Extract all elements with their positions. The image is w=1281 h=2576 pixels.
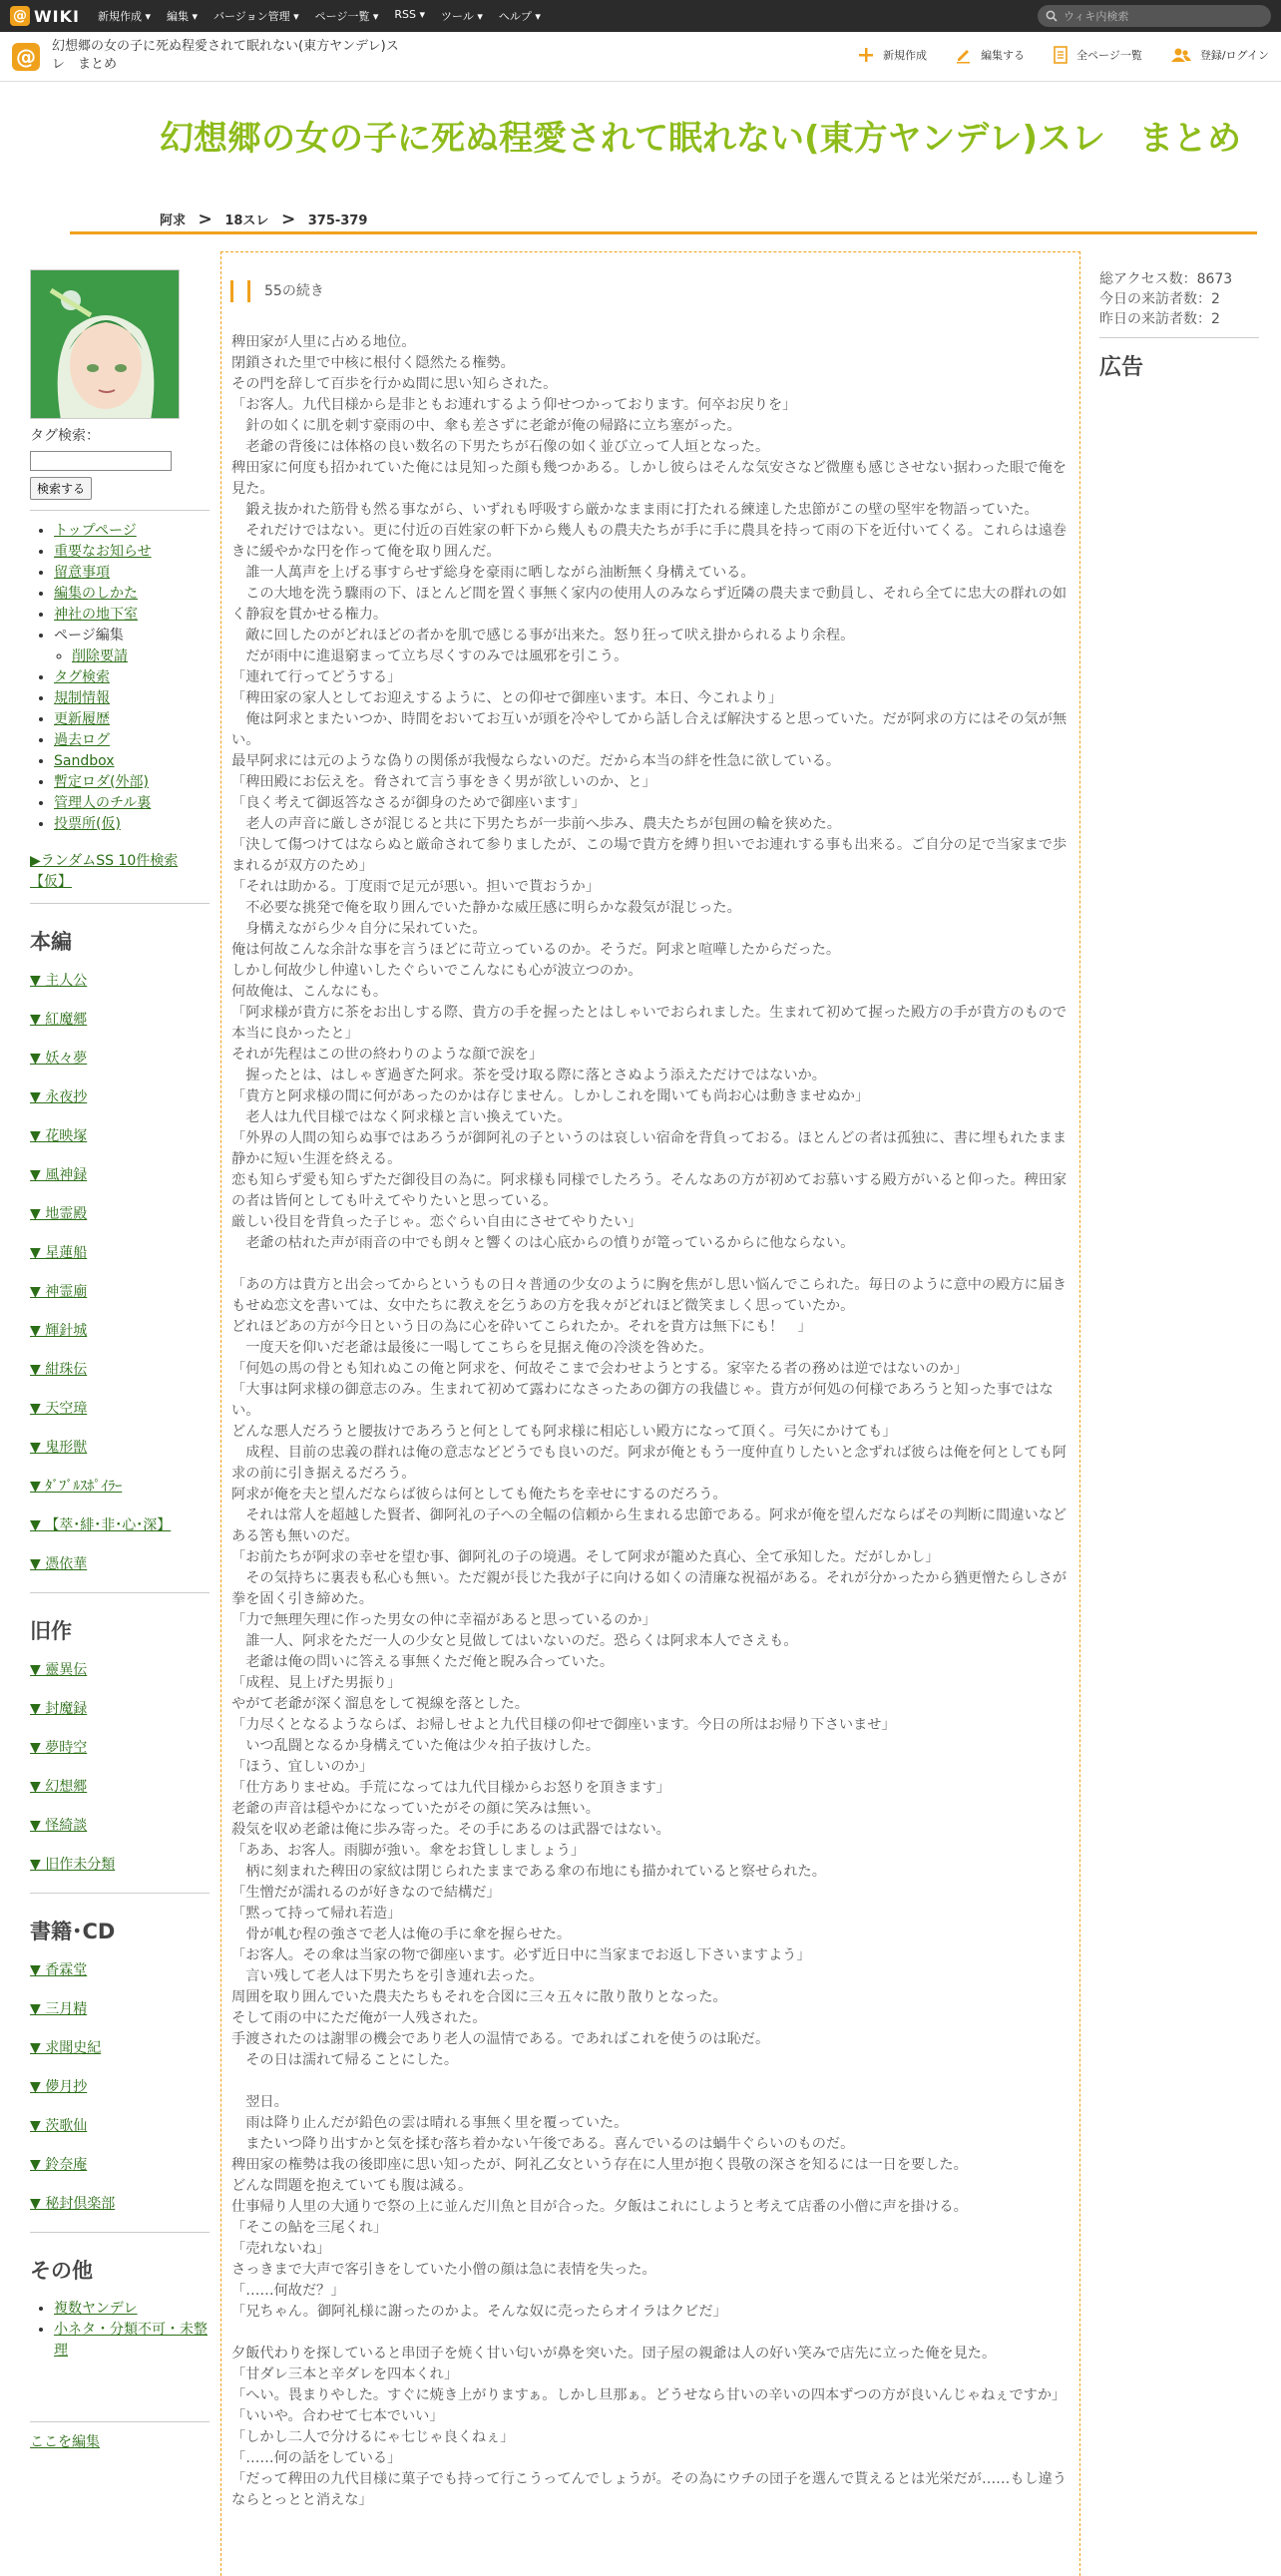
site-logo-icon[interactable]: @	[12, 43, 40, 71]
link-aocf[interactable]: ▼ 憑依華	[30, 1556, 88, 1572]
breadcrumb-akyu[interactable]: 阿求	[160, 214, 187, 228]
menu-pages[interactable]: ページ一覧 ▾	[314, 10, 379, 23]
section-links-old	[30, 1659, 210, 1874]
edit-sidebar-link[interactable]: ここを編集	[30, 2434, 100, 2450]
ad-heading: 広告	[1099, 355, 1144, 380]
link-notes[interactable]: 留意事項	[54, 565, 110, 581]
link-restrictions[interactable]: 規制情報	[54, 690, 110, 706]
new-page-label: 新規作成	[883, 49, 928, 62]
tag-search-label: タグ検索：	[30, 428, 100, 444]
link-sangetsusei[interactable]: ▼ 三月精	[30, 2001, 88, 2017]
site-title[interactable]: 幻想郷の女の子に死ぬ程愛されて眠れない(東方ヤンデレ)スレ まとめ	[52, 39, 399, 72]
site-menu	[30, 521, 210, 835]
link-lolk[interactable]: ▼ 紺珠伝	[30, 1362, 88, 1378]
login-button[interactable]	[1170, 46, 1269, 64]
link-podd[interactable]: ▼ 夢時空	[30, 1740, 88, 1756]
link-wbawc[interactable]: ▼ 鬼形獣	[30, 1440, 88, 1456]
wiki-logo[interactable]	[10, 6, 80, 26]
link-vote[interactable]: 投票所(仮)	[54, 816, 121, 832]
link-basement[interactable]: 神社の地下室	[54, 607, 138, 623]
section-title-main: 本編	[30, 930, 72, 954]
link-notices[interactable]: 重要なお知らせ	[54, 544, 152, 560]
divider	[30, 2232, 210, 2233]
divider	[30, 903, 210, 904]
menu-item	[54, 688, 210, 709]
other-links	[30, 2299, 210, 2361]
main-content	[220, 251, 1080, 2576]
link-pofv[interactable]: ▼ 花映塚	[30, 1128, 88, 1144]
menu-item	[54, 730, 210, 751]
link-fighting-games[interactable]: ▼ 【萃･緋･非･心･深】	[30, 1517, 172, 1533]
link-td[interactable]: ▼ 神霊廟	[30, 1284, 88, 1300]
breadcrumb-current: 375-379	[307, 214, 368, 228]
link-in[interactable]: ▼ 永夜抄	[30, 1089, 88, 1105]
edit-label: 編集する	[981, 49, 1026, 62]
previous-part-note: 55の続き	[247, 280, 324, 302]
link-history[interactable]: 更新履歴	[54, 711, 110, 727]
tag-search-button[interactable]: 検索する	[30, 477, 92, 500]
link-sa[interactable]: ▼ 地霊殿	[30, 1206, 88, 1222]
top-menu	[98, 8, 557, 24]
menu-tools[interactable]: ツール ▾	[441, 10, 483, 23]
breadcrumb-thread[interactable]: 18スレ	[224, 214, 269, 228]
divider	[30, 510, 210, 511]
link-deletion-request[interactable]: 削除要請	[72, 648, 128, 664]
submenu	[54, 646, 210, 667]
all-pages-label: 全ページ一覧	[1076, 49, 1142, 62]
section-links-books	[30, 1959, 210, 2213]
link-eosd[interactable]: ▼ 紅魔郷	[30, 1012, 88, 1028]
link-uploader[interactable]: 暫定ロダ(外部)	[54, 774, 149, 790]
link-suzunaan[interactable]: ▼ 鈴奈庵	[30, 2157, 88, 2173]
all-pages-button[interactable]	[1053, 46, 1142, 64]
breadcrumb-separator: >	[198, 210, 213, 229]
search-icon	[1046, 10, 1058, 22]
section-title-books: 書籍･CD	[30, 1920, 116, 1943]
link-old-misc[interactable]: ▼ 旧作未分類	[30, 1857, 116, 1873]
plus-icon	[857, 46, 875, 64]
section-title-old: 旧作	[30, 1619, 72, 1643]
menu-help[interactable]: ヘルプ ▾	[498, 10, 541, 23]
link-tag-search[interactable]: タグ検索	[54, 669, 110, 685]
page-edit-label: ページ編集	[54, 628, 124, 644]
link-bougetsushou[interactable]: ▼ 儚月抄	[30, 2079, 88, 2095]
menu-item	[54, 2299, 210, 2320]
link-gumonshiki[interactable]: ▼ 求聞史紀	[30, 2040, 102, 2056]
link-hifuu[interactable]: ▼ 秘封倶楽部	[30, 2196, 116, 2212]
total-access-count: 総アクセス数：8673	[1099, 271, 1233, 287]
tag-search-input[interactable]	[30, 451, 172, 471]
divider	[30, 2421, 210, 2422]
yesterday-visitor-count: 昨日の来訪者数：2	[1099, 311, 1220, 327]
header-actions	[829, 46, 1269, 64]
link-ddc[interactable]: ▼ 輝針城	[30, 1323, 88, 1339]
link-ibarakasen[interactable]: ▼ 茨歌仙	[30, 2118, 88, 2134]
pencil-icon	[955, 46, 973, 64]
menu-item	[54, 626, 210, 667]
menu-item	[54, 709, 210, 730]
edit-button[interactable]	[955, 46, 1025, 64]
logo-text: WIKI	[34, 6, 80, 26]
login-label: 登録/ログイン	[1199, 49, 1269, 62]
users-icon	[1170, 47, 1192, 63]
breadcrumb-separator: >	[280, 210, 296, 229]
link-misc-unsorted[interactable]: 小ネタ・分類不可・未整理	[54, 2322, 208, 2359]
menu-item	[54, 814, 210, 835]
menu-edit[interactable]: 編集 ▾	[166, 10, 199, 23]
menu-item	[54, 605, 210, 626]
link-kourindou[interactable]: ▼ 香霖堂	[30, 1962, 88, 1978]
menu-item	[54, 772, 210, 793]
divider	[30, 1592, 210, 1593]
submenu-item	[72, 646, 210, 667]
menu-version[interactable]: バージョン管理 ▾	[214, 10, 299, 23]
global-toolbar	[0, 0, 1281, 32]
sanae-portrait-image	[31, 270, 180, 419]
menu-item	[54, 563, 210, 584]
link-ms[interactable]: ▼ 怪綺談	[30, 1818, 88, 1834]
at-logo-icon: @	[10, 6, 30, 26]
menu-item	[54, 751, 210, 772]
new-page-button[interactable]	[857, 46, 927, 64]
page-title: 幻想郷の女の子に死ぬ程愛されて眠れない(東方ヤンデレ)スレ まとめ	[160, 119, 1242, 159]
divider	[1099, 337, 1259, 338]
random-ss-link[interactable]: ▶ランダムSS 10件検索【仮】	[30, 853, 179, 890]
menu-item	[54, 584, 210, 605]
link-hsifs[interactable]: ▼ 天空璋	[30, 1401, 88, 1417]
left-sidebar	[30, 269, 210, 2453]
right-sidebar	[1099, 269, 1259, 378]
site-header	[0, 32, 1281, 82]
menu-item	[54, 542, 210, 563]
section-links-main	[30, 970, 210, 1573]
menu-item	[54, 793, 210, 814]
menu-item	[54, 2320, 210, 2361]
link-hrtp[interactable]: ▼ 靈異伝	[30, 1662, 88, 1678]
link-soew[interactable]: ▼ 封魔録	[30, 1701, 88, 1717]
link-ufo[interactable]: ▼ 星蓮船	[30, 1245, 88, 1261]
story-body-text: 稗田家が人里に占める地位。 閉鎖された里で中核に根付く隠然たる権勢。 その門を辞して百歩を行かぬ間に思い知らされた。 「お客人。九代目様から是非ともお連れするよう仰せつかっております。何卒お戻りを」 針の如くに肌を刺す豪雨の中、傘も差さずに老爺が俺の帰路に立ち塞がった。 老爺の背後には体格の良い数名の下男たちが石像の如く並び立って人垣となった。 稗田家に何度も招かれていた俺には見知った顔も幾つかある。しかし彼らはそんな気安さなど微塵も感じさせない据わった眼で俺を見た。 鍛え抜かれた筋骨も然る事ながら、いずれも呼吸すら厳かなまま雨に打たれる練達した忠節がこの壁の堅牢を物語っていた。 それだけではない。更に付近の百姓家の軒下から幾人もの農夫たちが手に手に農具を持って雨の下を近付いてくる。これらは遠巻きに緩やかな円を作って俺を取り囲んだ。 誰一人萬声を上げる事すらせず総身を豪雨に晒しながら油断無く身構えている。 この大地を洗う驟雨の下、ほとんど間を置く事無く家内の使用人のみならず近隣の農夫まで動員し、それら全てに忠大の群れの如く静寂を貫かせる権力。 敵に回したのがどれほどの者かを肌で感じる事が出来た。怒り狂って吠え掛かられるより余程。 だが雨中に進退窮まって立ち尽くすのみでは風邪を引こう。 「連れて行ってどうする」 「稗田家の家人としてお迎えするように、との仰せで御座います。本日、今これより」 俺は阿求とまたいつか、時間をおいてお互いが頭を冷やしてから話し合えば解決すると思っていた。だが阿求の方にはその気が無い。 最早阿求には元のような偽りの関係が我慢ならないのだ。だから本当の絆を性急に欲している。 「稗田殿にお伝えを。脅されて言う事をきく男が欲しいのか、と」 「良く考えて御返答なさるが御身のためで御座います」 老人の声音に厳しさが混じると共に下男たちが一歩前へ歩み、農夫たちが包囲の輪を狭めた。 「決して傷つけてはならぬと厳命されて参りましたが、この場で貴方を縛り担いでお連れする事も出来る。ご自分の足で当家まで歩まれるが双方のため」 「それは助かる。丁度雨で足元が悪い。担いで貰おうか」 不必要な挑発で俺を取り囲んでいた静かな威圧感に明らかな殺気が混じった。 身構えながら少々自分に呆れていた。 俺は何故こんな余計な事を言うほどに苛立っているのか。そうだ。阿求と喧嘩したからだった。 しかし何故少し仲違いしたぐらいでこんなにも心が波立つのか。 何故俺は、こんなにも。 「阿求様が貴方に茶をお出しする際、貴方の手を握ったとはしゃいでおられました。生まれて初めて握った殿方の手が貴方のもので本当に良かったと」 それが先程はこの世の終わりのような顔で涙を」 握ったとは、はしゃぎ過ぎた阿求。茶を受け取る際に落とさぬよう添えただけではないか。 「貴方と阿求様の間に何があったのかは存じません。しかしこれを聞いても尚お心は動きませぬか」 老人は九代目様ではなく阿求様と言い換えていた。 「外界の人間の知らぬ事ではあろうが御阿礼の子というのは哀しい宿命を背負っておる。ほとんどの者は孤独に、書に埋もれたまま静かに短い生涯を終える。 恋も知らず愛も知らずただ御役目の為に。阿求様も同様でしたろう。そんなあの方が初めてお慕いする殿方がいると仰った。稗田家の者は皆何としても叶えてやりたいと思っている。 厳しい役目を背負った子じゃ。恋ぐらい自由にさせてやりたい」 老爺の枯れた声が雨音の中でも朗々と響くのは心底からの憤りが篭っているからに他ならない。 「あの方は貴方と出会ってからというもの日々普通の少女のように胸を焦がし思い悩んでこられた。毎日のように意中の殿方に届きもせぬ恋文を書いては、女中たちに教えを乞うあの方を我々がどれほど微笑ましく思っていたか。 どれほどあの方が今日という日の為に心を砕いてこられたか。それを貴方は無下にも！ 」 一度天を仰いだ老爺は最後に一喝してこちらを見据え俺の冷淡を咎めた。 「何処の馬の骨とも知れぬこの俺と阿求を、何故そこまで会わせようとする。家宰たる者の務めは逆ではないのか」 「大事は阿求様の御意志のみ。生まれて初めて露わになさったあの御方の我儘じゃ。貴方が何処の何様であろうと知った事ではない。 どんな悪人だろうと腰抜けであろうと何としても阿求様に相応しい殿方になって頂く。弓矢にかけても」 成程、目前の忠義の群れは俺の意志などどうでも良いのだ。阿求が俺ともう一度仲直りしたいと念ずれば彼らは俺を何としても阿求の前に引き据えるだろう。 阿求が俺を夫と望んだならば彼らは何としても俺たちを幸せにするのだろう。 それは常人を超越した賢者、御阿礼の子への全幅の信頼から生まれる忠節である。阿求が俺を望んだならばその判断に間違いなどある筈も無いのだ。 「お前たちが阿求の幸せを望む事、御阿礼の子の境遇。そして阿求が籠めた真心、全て承知した。だがしかし」 その気持ちに裏表も私心も無い。ただ親が長じた我が子に向ける如くの清廉な祝福がある。それが分かったから猶更憎たらしさが拳を固く引き締めた。 「力で無理矢理に作った男女の仲に幸福があると思っているのか」 誰一人、阿求をただ一人の少女と見做してはいないのだ。恐らくは阿求本人でさえも。 老爺は俺の問いに答える事無くただ俺と睨み合っていた。 「成程、見上げた男振り」 やがて老爺が深く溜息をして視線を落とした。 「力尽くとなるようならば、お帰しせよと九代目様の仰せで御座います。今日の所はお帰り下さいませ」 いつ乱闘となるか身構えていた俺は少々拍子抜けした。 「ほう、宜しいのか」 「仕方ありませぬ。手荒になっては九代目様からお怒りを頂きます」 老爺の声音は穏やかになっていたがその顔に笑みは無い。 殺気を収め老爺は俺に歩み寄った。その手にあるのは武器ではない。 「ああ、お客人。雨脚が強い。傘をお貸ししましょう」 柄に刻まれた稗田の家紋は閉じられたままである傘の布地にも描かれていると察せられた。 「生憎だが濡れるのが好きなので結構だ」 「黙って持って帰れ若造」 骨が軋む程の強さで老人は俺の手に傘を握らせた。 「お客人。その傘は当家の物で御座います。必ず近日中に当家までお返し下さいますよう」 言い残して老人は下男たちを引き連れ去った。 周囲を取り囲んでいた農夫たちもそれを合図に三々五々に散り散りとなった。 そして雨の中にただ俺が一人残された。 手渡されたのは謝罪の機会であり老人の温情である。であればこれを使うのは恥だ。 その日は濡れて帰ることにした。 翌日。 雨は降り止んだが鉛色の雲は晴れる事無く里を覆っていた。 またいつ降り出すかと気を揉む落ち着かない午後である。喜んでいるのは蝸牛ぐらいのものだ。 稗田家の権勢は我の後即座に思い知ったが、阿礼乙女という存在に人里が抱く畏敬の深さを知るには一日を要した。 どんな問題を抱えていても腹は減る。 仕事帰り人里の大通りで祭の上に並んだ川魚と目が合った。夕飯はこれにしようと考えて店番の小僧に声を掛ける。 「そこの鮎を三尾くれ」 「売れないね」 さっきまで大声で客引きをしていた小僧の顔は急に表情を失った。 「……何故だ？」 「兄ちゃん。御阿礼様に謝ったのかよ。そんな奴に売ったらオイラはクビだ」 夕飯代わりを探していると串団子を焼く甘い匂いが鼻を突いた。団子屋の親爺は人の好い笑みで店先に立った俺を見た。 「甘ダレ三本と辛ダレを四本くれ」 「へい。畏まりやした。すぐに焼き上がりますぁ。しかし旦那ぁ。どうせなら甘いの辛いの四本ずつの方が良いんじゃねぇですか」 「いいや。合わせて七本でいい」 「しかし二人で分けるにゃ七じゃ良くねぇ」 「……何の話をしている」 「だって稗田の九代目様に菓子でも持って行こうってんでしょうが。その為にウチの団子を選んで貰えるとは光栄だが……もし違うならとっとと消えな」	[231, 334, 1068, 2508]
menu-new[interactable]: 新規作成 ▾	[97, 10, 151, 23]
document-icon	[1053, 46, 1068, 64]
link-lls[interactable]: ▼ 幻想郷	[30, 1779, 88, 1795]
link-past-logs[interactable]: 過去ログ	[54, 732, 110, 748]
menu-item	[54, 521, 210, 542]
link-mof[interactable]: ▼ 風神録	[30, 1167, 88, 1183]
link-double-spoiler[interactable]: ▼ ﾀﾞﾌﾞﾙｽﾎﾟｲﾗｰ	[30, 1479, 123, 1495]
menu-rss[interactable]: RSS ▾	[394, 8, 426, 21]
wiki-search-input[interactable]	[1038, 5, 1271, 27]
link-protagonist[interactable]: ▼ 主人公	[30, 973, 88, 989]
link-how-to-edit[interactable]: 編集のしかた	[54, 586, 138, 602]
search-placeholder: ウィキ内検索	[1064, 10, 1129, 23]
title-divider	[70, 231, 1257, 234]
link-multiple-yandere[interactable]: 複数ヤンデレ	[54, 2301, 138, 2317]
menu-item	[54, 667, 210, 688]
divider	[30, 1893, 210, 1894]
breadcrumb	[160, 210, 367, 229]
character-avatar	[30, 269, 180, 419]
section-title-other: その他	[30, 2259, 93, 2283]
link-top-page[interactable]: トップページ	[54, 523, 137, 539]
today-visitor-count: 今日の来訪者数：2	[1099, 291, 1220, 307]
link-pcb[interactable]: ▼ 妖々夢	[30, 1051, 88, 1067]
link-sandbox[interactable]: Sandbox	[54, 753, 115, 769]
link-admin-board[interactable]: 管理人のチル裏	[54, 795, 152, 811]
